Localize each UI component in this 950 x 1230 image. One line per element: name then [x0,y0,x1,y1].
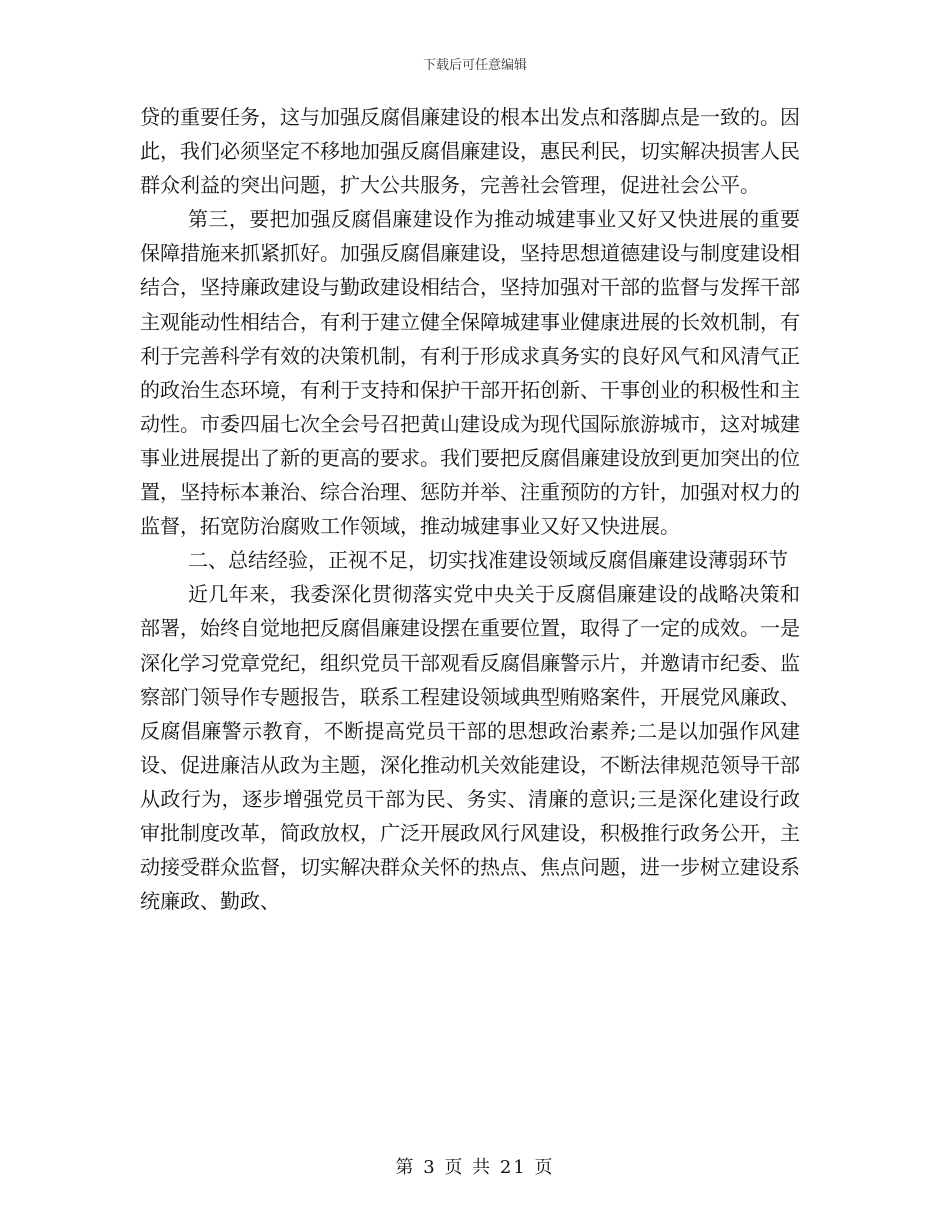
document-body [140,100,800,918]
page-header-note: 下载后可任意编辑 [422,58,527,73]
paragraph-recent-years: 近几年来，我委深化贯彻落实党中央关于反腐倡廉建设的战略决策和部署，始终自觉地把反腐倡廉建设摆在重要位置，取得了一定的成效。一是深化学习党章党纪，组织党员干部观看反腐倡廉警示片，并邀请市纪委、监察部门领导作专题报告，联系工程建设领域典型贿赂案件，开展党风廉政、反腐倡廉警示教育，不断提高党员干部的思想政治素养;二是以加强作风建设、促进廉洁从政为主题，深化推动机关效能建设，不断法律规范领导干部从政行为，逐步增强党员干部为民、务实、清廉的意识;三是深化建设行政审批制度改革，简政放权，广泛开展政风行风建设，积极推行政务公开，主动接受群众监督，切实解决群众关怀的热点、焦点问题，进一步树立建设系统廉政、勤政、 [140,582,800,914]
paragraph-third-point: 第三，要把加强反腐倡廉建设作为推动城建事业又好又快进展的重要保障措施来抓紧抓好。加强反腐倡廉建设，坚持思想道德建设与制度建设相结合，坚持廉政建设与勤政建设相结合，坚持加强对干部的监督与发挥干部主观能动性相结合，有利于建立健全保障城建事业健康进展的长效机制，有利于完善科学有效的决策机制，有利于形成求真务实的良好风气和风清气正的政治生态环境，有利于支持和保护干部开拓创新、干事创业的积极性和主动性。市委四届七次全会号召把黄山建设成为现代国际旅游城市，这对城建事业进展提出了新的更高的要求。我们要把反腐倡廉建设放到更加突出的位置，坚持标本兼治、综合治理、惩防并举、注重预防的方针，加强对权力的监督，拓宽防治腐败工作领域，推动城建事业又好又快进展。 [140,207,800,539]
paragraph-continuation: 贷的重要任务，这与加强反腐倡廉建设的根本出发点和落脚点是一致的。因此，我们必须坚定不移地加强反腐倡廉建设，惠民利民，切实解决损害人民群众利益的突出问题，扩大公共服务，完善社会管理，促进社会公平。 [140,105,800,198]
page-number: 第 3 页 共 21 页 [395,1157,555,1178]
section-heading-two: 二、总结经验，正视不足，切实找准建设领域反腐倡廉建设薄弱环节 [188,548,788,573]
